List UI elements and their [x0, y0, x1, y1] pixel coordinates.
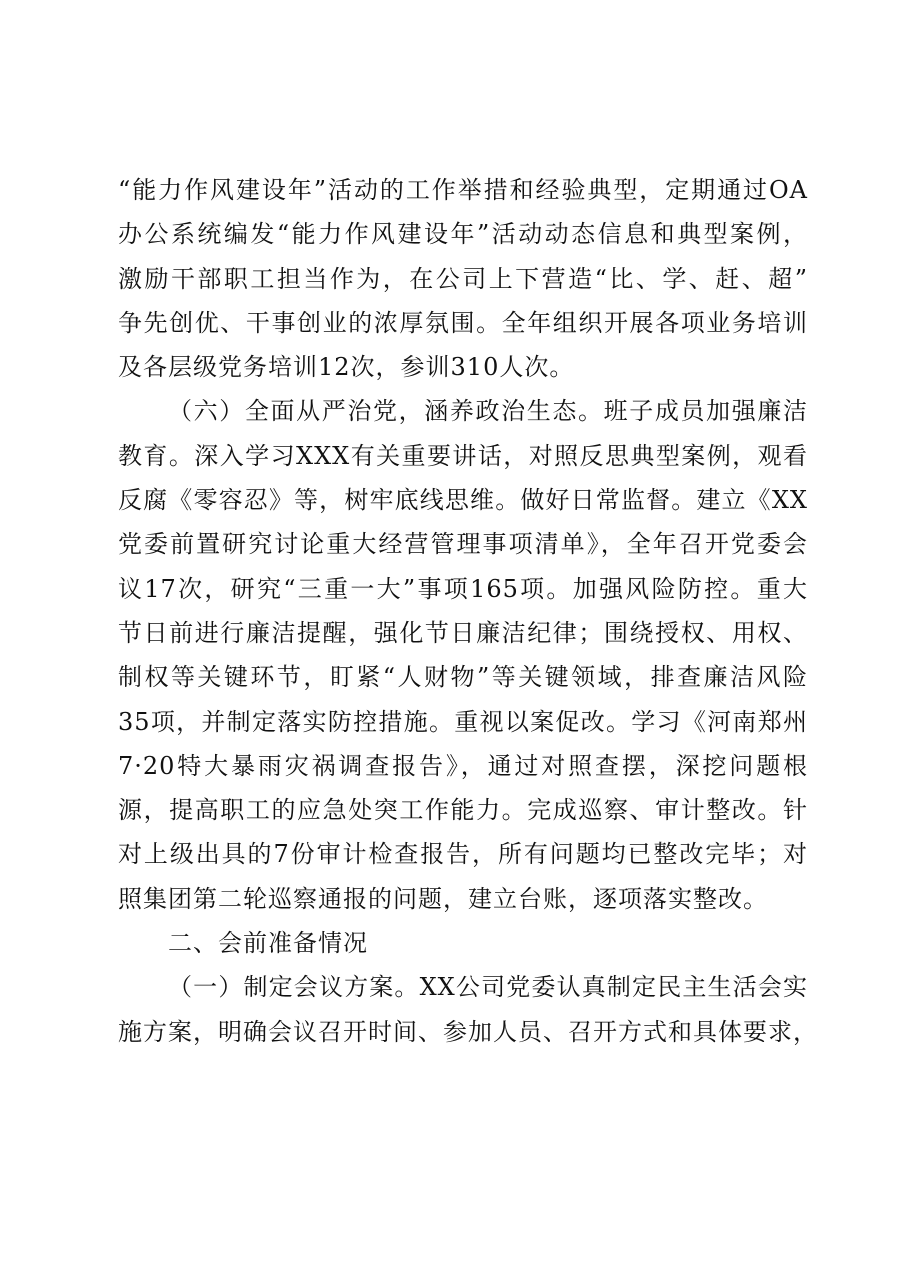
text-line: 对上级出具的7份审计检查报告，所有问题均已整改完毕；对	[118, 840, 808, 869]
text-line: “能力作风建设年”活动的工作举措和经验典型，定期通过OA	[118, 176, 808, 204]
text-line: 节日前进行廉洁提醒，强化节日廉洁纪律；围绕授权、用权、	[118, 618, 808, 647]
text-line: 源，提高职工的应急处突工作能力。完成巡察、审计整改。针	[118, 796, 808, 825]
text-line: 党委前置研究讨论重大经营管理事项清单》，全年召开党委会	[118, 530, 808, 559]
text-line: 35项，并制定落实防控措施。重视以案促改。学习《河南郑州	[118, 707, 808, 736]
section-heading-line: （一）制定会议方案。XX公司党委认真制定民主生活会实	[168, 973, 808, 1002]
text-line: 及各层级党务培训12次，参训310人次。	[118, 353, 575, 382]
text-line: 争先创优、干事创业的浓厚氛围。全年组织开展各项业务培训	[118, 308, 808, 337]
text-line: 激励干部职工担当作为，在公司上下营造“比、学、赶、超”	[118, 264, 808, 293]
document-body	[118, 168, 818, 1054]
text-line: 反腐《零容忍》等，树牢底线思维。做好日常监督。建立《XX	[118, 486, 808, 515]
text-line: 制权等关键环节，盯紧“人财物”等关键领域，排查廉洁风险	[118, 663, 808, 692]
text-line: 办公系统编发“能力作风建设年”活动动态信息和典型案例，	[118, 220, 808, 249]
text-line: 教育。深入学习XXX有关重要讲话，对照反思典型案例，观看	[118, 441, 808, 470]
section-title: 二、会前准备情况	[168, 929, 368, 958]
text-line: 照集团第二轮巡察通报的问题，建立台账，逐项落实整改。	[118, 884, 768, 913]
text-line: 施方案，明确会议召开时间、参加人员、召开方式和具体要求，	[118, 1017, 818, 1046]
text-line: 7·20特大暴雨灾祸调查报告》，通过对照查摆，深挖问题根	[118, 751, 808, 780]
text-line: 议17次，研究“三重一大”事项165项。加强风险防控。重大	[118, 574, 808, 603]
section-heading-line: （六）全面从严治党，涵养政治生态。班子成员加强廉洁	[168, 397, 808, 426]
